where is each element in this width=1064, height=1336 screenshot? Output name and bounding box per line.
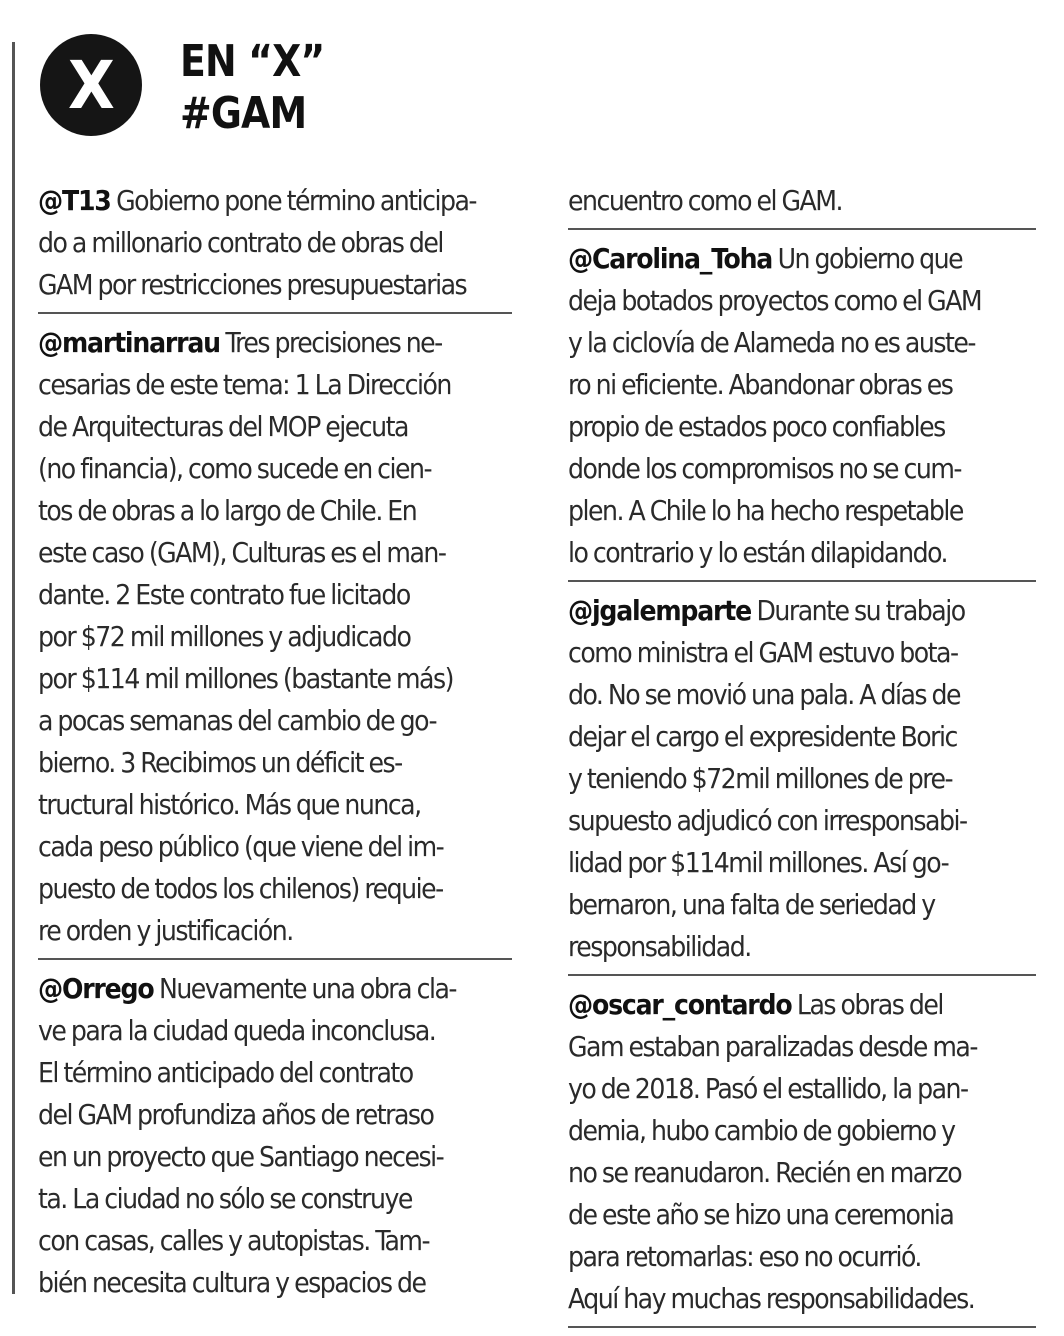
left-column bbox=[38, 180, 512, 1318]
post-martinarrau: @martinarrau Tres precisiones ne- cesarias de este tema: 1 La Dirección de Arquitecturas del MOP ejecuta (no financia), como sucede en cien- tos de obras a lo largo de Chile. En este caso (GAM), Culturas es el man- dante. 2 Este contrato fue licitado por $72 mil millones y adjudicado por $114 mil millones (bastante más) a pocas semanas del cambio de go- bierno. 3 Recibimos un déficit es- tructural histórico. Más que nunca, cada peso público (que viene del im- puesto de todos los chilenos) requie- re orden y justificación. bbox=[38, 322, 512, 960]
post-jgalemparte: @jgalemparte Durante su trabajo como ministra el GAM estuvo bota- do. No se movió una pala. A días de dejar el cargo el expresidente Boric y teniendo $72mil millones de pre- supuesto adjudicó con irresponsabi- lidad por $114mil millones. Así go- bernaron, una falta de seriedad y responsabilidad. bbox=[568, 590, 1036, 976]
post-t13: @T13 Gobierno pone término anticipa- do a millonario contrato de obras del GAM por restricciones presupuestarias bbox=[38, 180, 512, 314]
post-handle: @martinarrau bbox=[38, 326, 220, 359]
post-handle: @jgalemparte bbox=[568, 594, 752, 627]
title-line-2: #GAM bbox=[180, 88, 307, 139]
post-orrego-continuation: encuentro como el GAM. bbox=[568, 180, 1036, 230]
right-column bbox=[568, 180, 1036, 1336]
post-handle: @Carolina_Toha bbox=[568, 242, 773, 275]
x-logo-icon: X bbox=[40, 34, 142, 136]
post-handle: @T13 bbox=[38, 184, 111, 217]
post-handle: @oscar_contardo bbox=[568, 988, 792, 1021]
section-title bbox=[180, 36, 480, 140]
post-handle: @Orrego bbox=[38, 972, 154, 1005]
post-carolina-toha: @Carolina_Toha Un gobierno que deja botados proyectos como el GAM y la ciclovía de Alameda no es auste- ro ni eficiente. Abandonar obras es propio de estados poco confiables donde los compromisos no se cum- plen. A Chile lo ha hecho respetable lo contrario y lo están dilapidando. bbox=[568, 238, 1036, 582]
post-oscar-contardo: @oscar_contardo Las obras del Gam estaban paralizadas desde ma- yo de 2018. Pasó el estallido, la pan- demia, hubo cambio de gobierno y no se reanudaron. Recién en marzo de este año se hizo una ceremonia para retomarlas: eso no ocurrió. Aquí hay muchas responsabilidades. bbox=[568, 984, 1036, 1328]
title-line-1: EN “X” bbox=[180, 36, 325, 87]
column-rule bbox=[12, 42, 15, 1294]
post-orrego: @Orrego Nuevamente una obra cla- ve para la ciudad queda inconclusa. El término anticipado del contrato del GAM profundiza años de retraso en un proyecto que Santiago necesi- ta. La ciudad no sólo se construye con casas, calles y autopistas. Tam- bién necesita cultura y espacios de bbox=[38, 972, 456, 1299]
